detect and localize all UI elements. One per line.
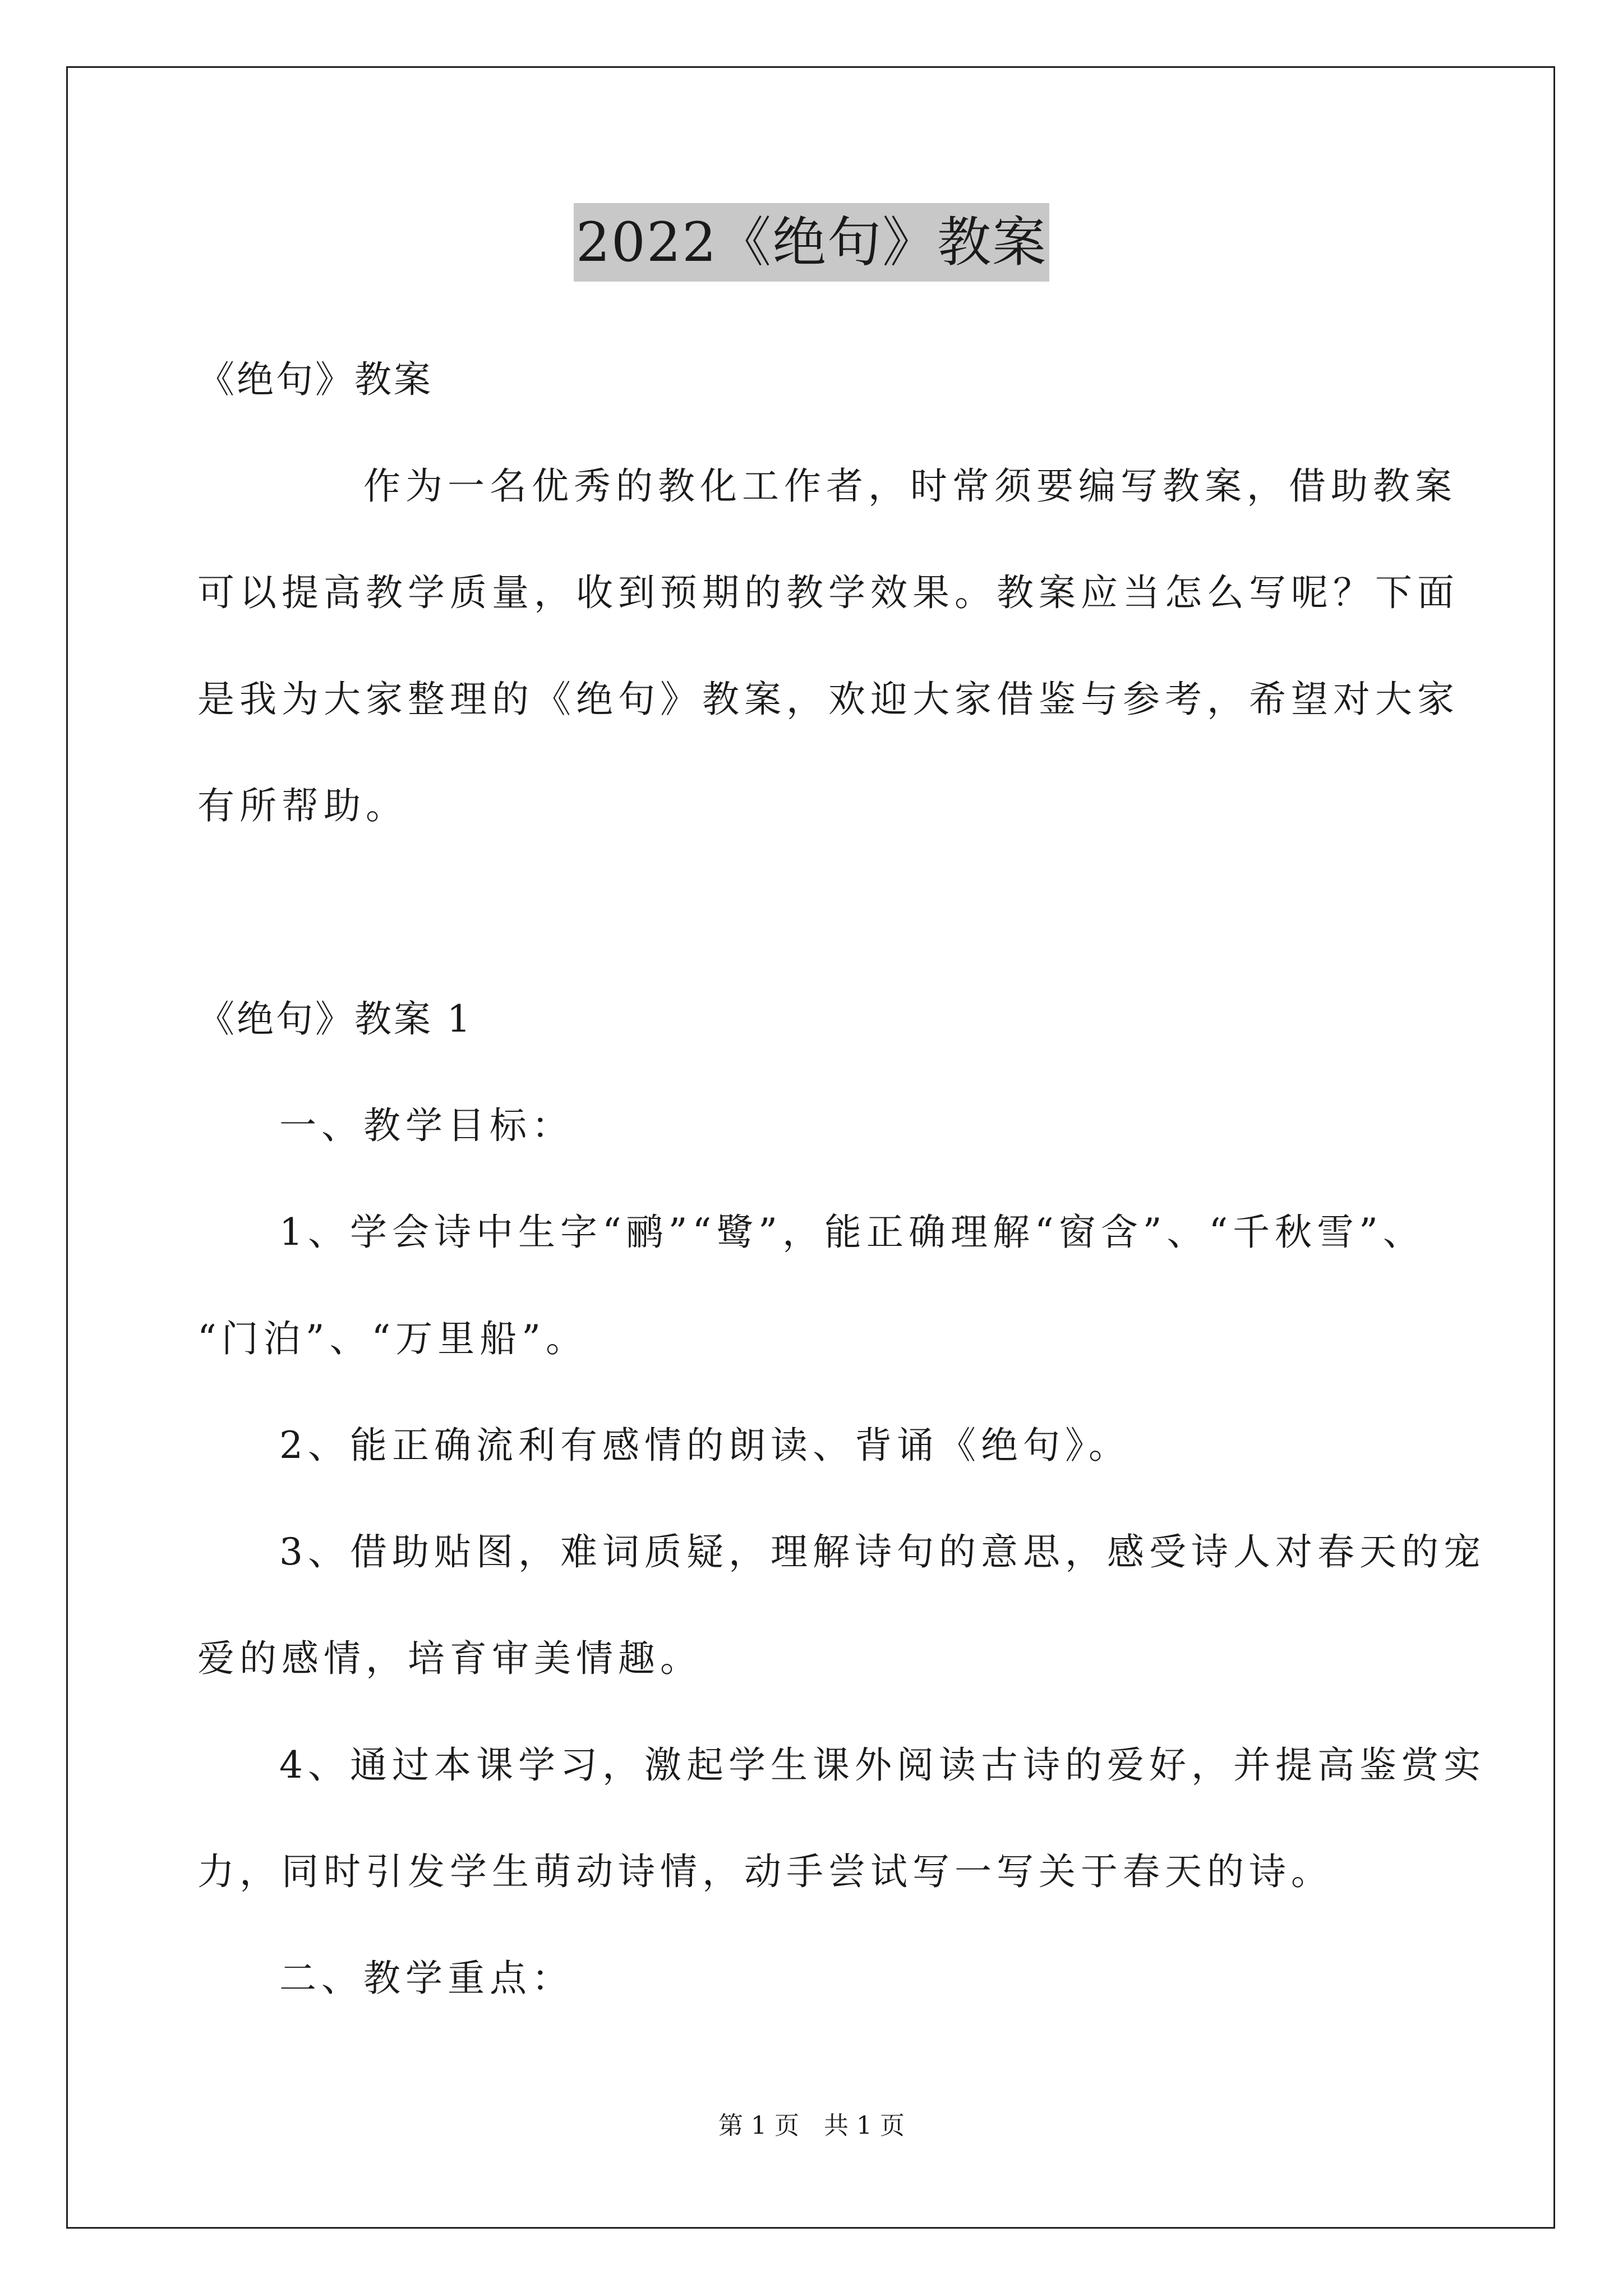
section-heading: 《绝句》教案 1 (197, 997, 473, 1041)
goals-heading: 一、教学目标： (279, 1104, 574, 1147)
intro-line-2: 可以提高教学质量，收到预期的教学效果。教案应当怎么写呢？下面 (197, 571, 1459, 614)
intro-line-3: 是我为大家整理的《绝句》教案，欢迎大家借鉴与参考，希望对大家 (197, 678, 1459, 721)
page-number: 第 1 页 (718, 2111, 799, 2140)
document-subtitle: 《绝句》教案 (197, 358, 433, 401)
title-container (0, 203, 1623, 282)
goal-4-line-1: 4、通过本课学习，激起学生课外阅读古诗的爱好，并提高鉴赏实 (279, 1743, 1486, 1787)
intro-line-1: 作为一名优秀的教化工作者，时常须要编写教案，借助教案 (363, 464, 1457, 508)
page-footer (0, 2109, 1623, 2143)
goal-2: 2、能正确流利有感情的朗读、背诵《绝句》。 (279, 1424, 1131, 1467)
goal-4-line-2: 力，同时引发学生萌动诗情，动手尝试写一写关于春天的诗。 (197, 1850, 1333, 1893)
goal-1-line-2: “门泊”、“万里船”。 (197, 1317, 588, 1360)
goal-1-line-1: 1、学会诗中生字“鹂”“鹭”，能正确理解“窗含”、“千秋雪”、 (279, 1211, 1425, 1254)
intro-line-4: 有所帮助。 (197, 784, 408, 827)
goal-3-line-1: 3、借助贴图，难词质疑，理解诗句的意思，感受诗人对春天的宠 (279, 1530, 1486, 1573)
document-title: 2022《绝句》教案 (574, 203, 1049, 282)
goal-3-line-2: 爱的感情，培育审美情趣。 (197, 1637, 702, 1680)
key-points-heading: 二、教学重点： (279, 1957, 574, 2000)
page-total: 共 1 页 (824, 2111, 905, 2140)
